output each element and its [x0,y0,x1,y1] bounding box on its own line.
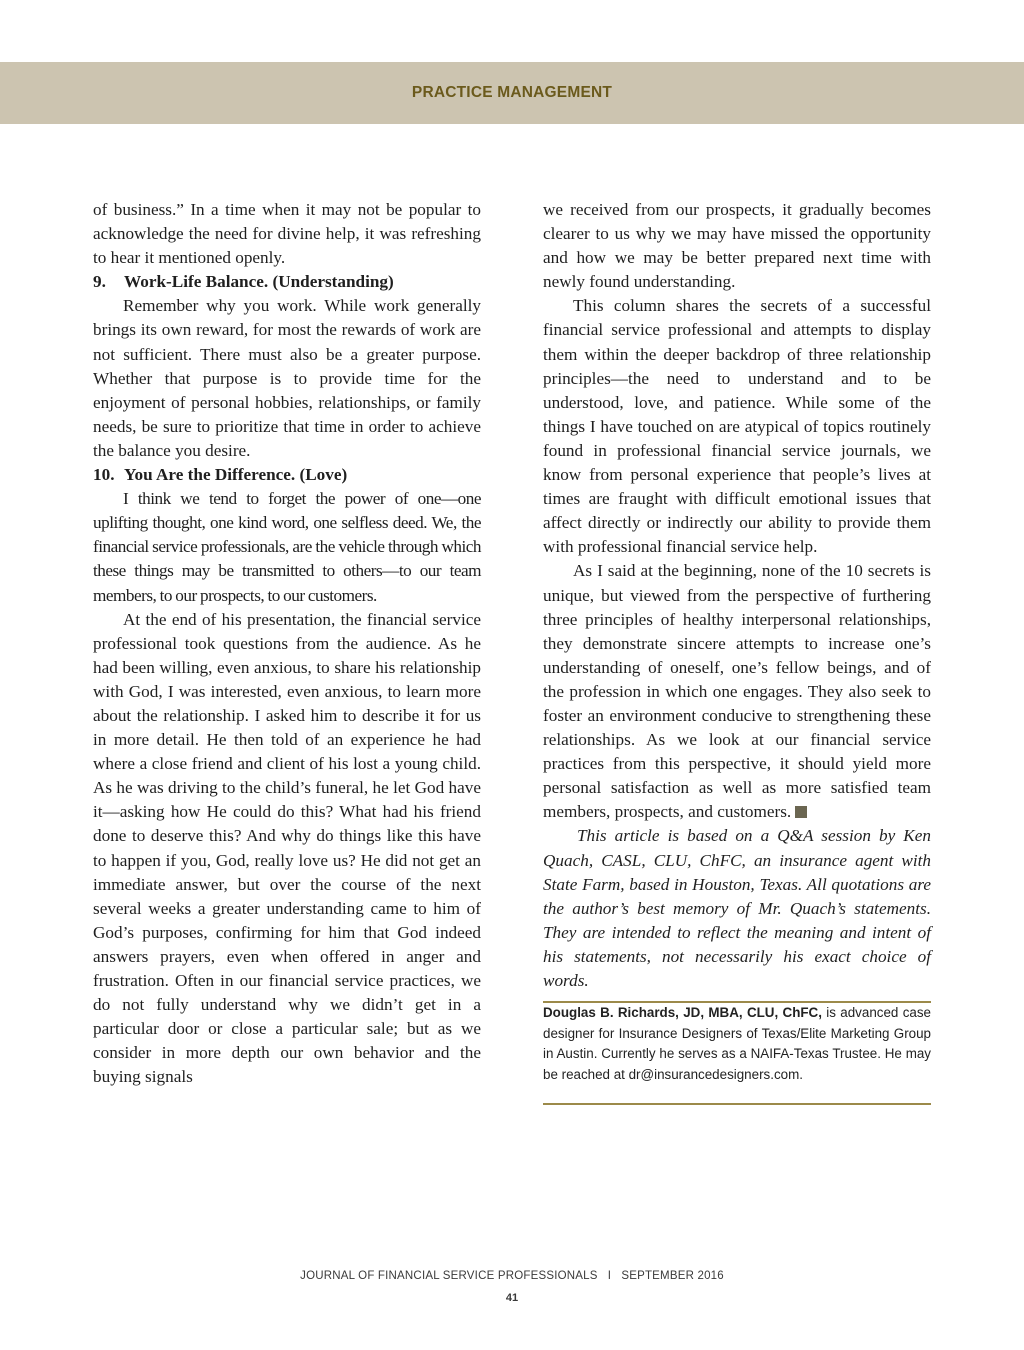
section-banner [0,62,1024,124]
heading-title: Work-Life Balance. (Understanding) [124,272,394,292]
end-of-article-square-icon [795,806,807,818]
heading-title: You Are the Difference. (Love) [124,465,348,485]
paragraph: I think we tend to forget the power of one—one uplifting thought, one kind word, one selfless deed. We, the financial service professionals, are the vehicle through which these things may be transmitted to others—to our team members, to our prospects, to our customers. [93,489,481,605]
paragraph: Remember why you work. While work generally brings its own reward, for most the rewards of work are not sufficient. There must also be a greater purpose. Whether that purpose is to provide time for the enjoyment of personal hobbies, relationships, or family needs, be sure to prioritize that time in order to achieve the balance you desire. [93,296,481,460]
closing-paragraph [543,559,931,824]
heading-number: 9. [93,272,106,292]
paragraph: we received from our prospects, it gradually becomes clearer to us why we may have missed the opportunity and how we may be better prepared next time with newly found understanding. [543,200,931,292]
author-bio [543,1003,931,1103]
divider [543,1103,931,1105]
paragraph: This column shares the secrets of a successful financial service professional and attempts to display them within the deeper backdrop of three relationship principles—the need to understand and to be understood, love, and patience. While some of the things I have touched on are atypical of topics routinely found in professional financial service journals, we know from personal experience that people’s lives at times are fraught with difficult emotional issues that affect directly or indirectly our ability to provide them with professional financial service help. [543,296,931,557]
section-title: PRACTICE MANAGEMENT [411,84,613,101]
editor-note: This article is based on a Q&A session by Ken Quach, CASL, CLU, ChFC, an insurance agent with State Farm, based in Houston, Texas. All quotations are the author’s best memory of Mr. Quach’s statements. They are intended to reflect the meaning and intent of his statements, not necessarily his exact choice of words. [543,826,931,990]
paragraph: At the end of his presentation, the financial service professional took questions from the audience. As he had been willing, even anxious, to share his relationship with God, I was interested, even anxious, to learn more about the relationship. I asked him to describe it for us in more detail. He then told of an experience he had where a close friend and client of his lost a young child. As he was driving to the child’s funeral, he let God have it—asking how He could do this? What had his friend done to deserve this? And why do things like this have to happen if you, God, really love us? He did not get an immediate answer, but over the course of the next several weeks a greater understanding came to him of God’s purposes, confirming for him that God indeed answers prayers, even when offered in anger and frustration. Often in our financial service practices, we do not fully understand why we didn’t get in a particular door or close a particular sale; but as we consider in more depth our own behavior and the buying signals [93,609,481,1087]
author-name: Douglas B. Richards, JD, MBA, CLU, ChFC, [543,1005,822,1021]
paragraph-text: As I said at the beginning, none of the 10 secrets is unique, but viewed from the perspective of furthering three principles of healthy interpersonal relationships, they demonstrate sincere attempts to increase one’s understanding of oneself, one’s fellow beings, and of the profession in which one engages. They also seek to foster an environment conducive to strengthening these relationships. As we look at our financial service practices from this perspective, it should yield more personal satisfaction as well as more satisfied team members, prospects, and customers. [543,561,931,822]
secret-10-heading [93,463,481,487]
right-column [543,198,931,1105]
page-number: 41 [505,1292,519,1304]
journal-footer: JOURNAL OF FINANCIAL SERVICE PROFESSIONALS I SEPTEMBER 2016 [300,1270,724,1282]
left-column [93,198,481,1089]
paragraph: of business.” In a time when it may not be popular to acknowledge the need for divine help, it was refreshing to hear it mentioned openly. [93,200,481,268]
heading-number: 10. [93,465,115,485]
secret-9-heading [93,270,481,294]
author-bio-text: is advanced case designer for Insurance Designers of Texas/Elite Marketing Group in Austin. Currently he serves as a NAIFA-Texas Trustee. He may be reached at dr@insurancedesigners.com. [543,1005,931,1082]
